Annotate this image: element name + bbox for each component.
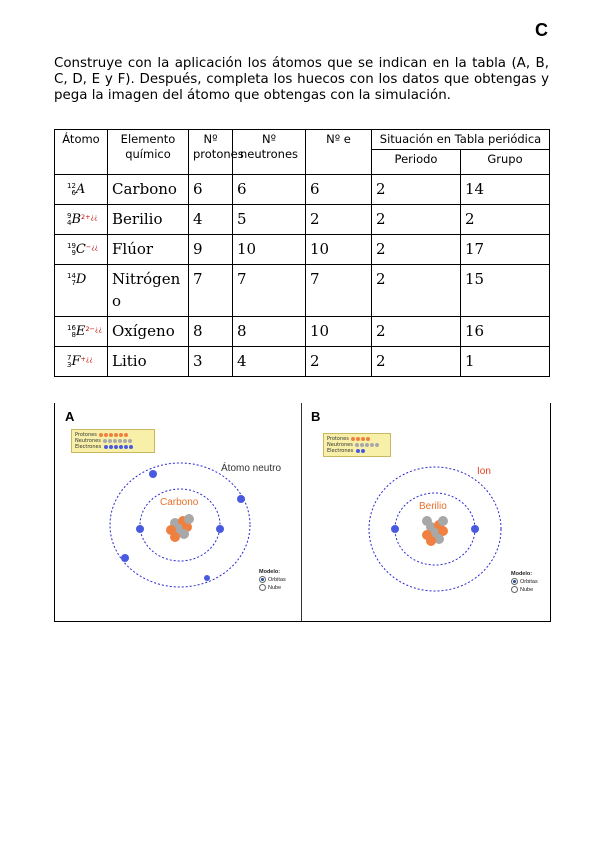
atom-letter: C (75, 242, 86, 257)
mass-number: 19 (67, 242, 76, 250)
atom-symbol (55, 347, 108, 377)
instructions-paragraph: Construye con la aplicación los átomos que se indican en la tabla (A, B, C, D, E y F). Después, completa los huecos con los datos que obtengas y pega la imagen del átomo que obtengas con la simulación. (54, 56, 549, 103)
legend-label: Electrones (75, 444, 102, 450)
period-cell: 2 (372, 265, 461, 317)
radio-icon (511, 586, 518, 593)
option-label: Nube (520, 586, 534, 593)
period-cell: 2 (372, 205, 461, 235)
atom-charge: −¿¿ (85, 243, 99, 251)
table-row (55, 317, 550, 347)
group-cell: 2 (461, 205, 550, 235)
sim-a-legend (71, 429, 155, 453)
atom-letter: F (71, 354, 81, 369)
sim-a-atom-diagram (105, 455, 255, 595)
electron (391, 525, 399, 533)
table-row (55, 235, 550, 265)
electrons-cell: 10 (306, 317, 372, 347)
atom-letter: B (71, 212, 82, 227)
atom-letter: E (75, 324, 86, 339)
group-cell: 17 (461, 235, 550, 265)
electrons-cell: 2 (306, 347, 372, 377)
atom-symbol (55, 205, 108, 235)
electrons-cell: 2 (306, 205, 372, 235)
element-cell: Litio (108, 347, 189, 377)
element-cell: Carbono (108, 175, 189, 205)
header-electrons: Nº e (306, 130, 372, 175)
sim-b-element-name: Berilio (419, 501, 447, 512)
header-neutrons: Nº neutrones (233, 130, 306, 175)
electron (121, 554, 129, 562)
atomic-number: 9 (71, 249, 76, 257)
radio-icon (511, 578, 518, 585)
atom-symbol (55, 265, 108, 317)
protons-cell: 6 (189, 175, 233, 205)
simulation-images-panel (54, 403, 551, 622)
neutrons-cell: 7 (233, 265, 306, 317)
header-group: Grupo (461, 150, 550, 175)
table-row (55, 265, 550, 317)
neutrons-cell: 8 (233, 317, 306, 347)
model-title: Modelo: (511, 571, 533, 577)
atomic-number: 7 (71, 279, 76, 287)
electron (237, 495, 245, 503)
neutrons-cell: 10 (233, 235, 306, 265)
neutrons-cell: 4 (233, 347, 306, 377)
legend-label: Neutrones (327, 442, 353, 448)
sim-b-model-selector (511, 571, 538, 594)
electron (471, 525, 479, 533)
model-option-cloud[interactable] (511, 586, 538, 594)
atomic-number: 3 (67, 361, 72, 369)
sim-a-element-name: Carbono (160, 497, 199, 508)
sim-a-label: A (65, 409, 75, 424)
atom-charge: +¿¿ (80, 355, 93, 363)
table-row (55, 175, 550, 205)
atomic-number: 8 (71, 331, 76, 339)
protons-cell: 7 (189, 265, 233, 317)
table-row (55, 205, 550, 235)
header-period: Periodo (372, 150, 461, 175)
table-row (55, 347, 550, 377)
protons-cell: 3 (189, 347, 233, 377)
radio-icon (259, 584, 266, 591)
option-label: Orbitas (520, 578, 538, 585)
mass-number: 14 (67, 272, 76, 280)
atom-symbol (55, 175, 108, 205)
period-cell: 2 (372, 235, 461, 265)
model-option-orbits[interactable] (259, 576, 286, 584)
mass-number: 9 (67, 212, 72, 220)
sim-a-model-selector (259, 569, 286, 592)
electron (149, 470, 157, 478)
legend-electrons (75, 444, 151, 450)
atom-symbol (55, 235, 108, 265)
period-cell: 2 (372, 317, 461, 347)
mass-number: 16 (67, 324, 76, 332)
electrons-cell: 7 (306, 265, 372, 317)
model-option-orbits[interactable] (511, 578, 538, 586)
header-element: Elemento químico (108, 130, 189, 175)
model-option-cloud[interactable] (259, 584, 286, 592)
atom-letter: D (75, 272, 87, 287)
period-cell: 2 (372, 347, 461, 377)
sim-a-status: Átomo neutro (221, 463, 282, 474)
element-cell: Oxígeno (108, 317, 189, 347)
legend-label: Protones (75, 432, 97, 438)
atomic-number: 6 (71, 189, 76, 197)
protons-cell: 8 (189, 317, 233, 347)
nucleus-icon (422, 516, 448, 546)
neutrons-cell: 6 (233, 175, 306, 205)
electron (204, 575, 210, 581)
atom-charge: 2−¿¿ (85, 325, 102, 333)
mass-number: 12 (67, 182, 76, 190)
group-cell: 15 (461, 265, 550, 317)
protons-cell: 9 (189, 235, 233, 265)
protons-cell: 4 (189, 205, 233, 235)
mass-number: 7 (67, 354, 72, 362)
sim-b-status: Ion (477, 466, 491, 477)
sim-b-legend (323, 433, 391, 457)
page-letter: C (535, 20, 548, 40)
atoms-table (54, 129, 550, 377)
period-cell: 2 (372, 175, 461, 205)
legend-label: Electrones (327, 448, 354, 454)
group-cell: 16 (461, 317, 550, 347)
atom-letter: A (75, 182, 86, 197)
legend-label: Protones (327, 436, 349, 442)
panel-divider (301, 403, 302, 621)
header-protons: Nº protones (189, 130, 233, 175)
atomic-number: 4 (67, 219, 72, 227)
option-label: Orbitas (268, 576, 286, 583)
group-cell: 1 (461, 347, 550, 377)
legend-electrons (327, 448, 387, 454)
sim-b-label: B (311, 409, 321, 424)
group-cell: 14 (461, 175, 550, 205)
legend-label: Neutrones (75, 438, 101, 444)
electron (136, 525, 144, 533)
atom-symbol (55, 317, 108, 347)
element-cell: Nitrógeno (108, 265, 189, 317)
neutrons-cell: 5 (233, 205, 306, 235)
header-position: Situación en Tabla periódica (372, 130, 550, 150)
electron (216, 525, 224, 533)
option-label: Nube (268, 584, 282, 591)
header-atom: Átomo (55, 130, 108, 175)
model-title: Modelo: (259, 569, 281, 575)
element-cell: Berilio (108, 205, 189, 235)
electrons-cell: 10 (306, 235, 372, 265)
element-cell: Flúor (108, 235, 189, 265)
sim-b-atom-diagram (363, 459, 507, 599)
radio-icon (259, 576, 266, 583)
electrons-cell: 6 (306, 175, 372, 205)
atom-charge: 2+¿¿ (81, 213, 98, 221)
nucleus-icon (166, 514, 194, 542)
